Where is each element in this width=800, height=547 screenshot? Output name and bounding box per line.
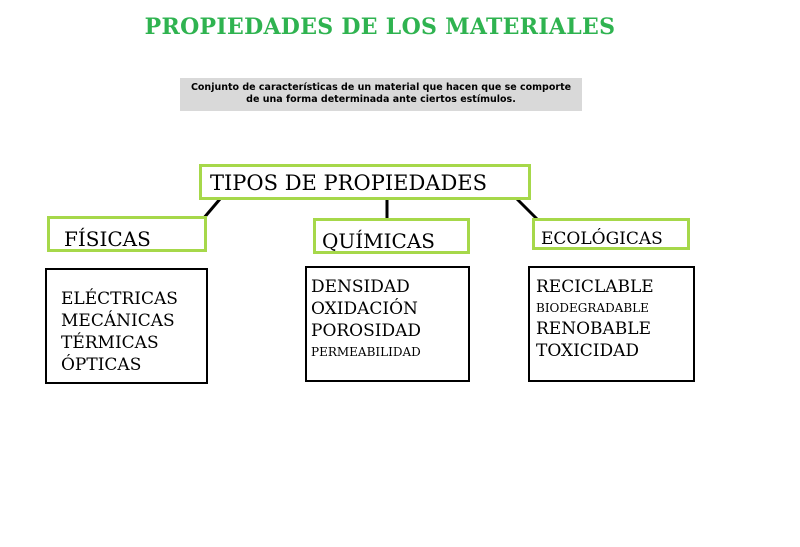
list-item: ÓPTICAS xyxy=(61,355,142,375)
list-item: MECÁNICAS xyxy=(61,311,175,331)
category-fisicas: FÍSICAS xyxy=(47,216,207,252)
list-item: RECICLABLE xyxy=(536,277,654,297)
list-item: DENSIDAD xyxy=(311,277,410,297)
list-item: RENOBABLE xyxy=(536,319,651,339)
definition-box xyxy=(180,78,582,111)
list-item: ELÉCTRICAS xyxy=(61,289,178,309)
list-ecologicas xyxy=(528,266,695,382)
list-item: OXIDACIÓN xyxy=(311,299,418,319)
list-item: BIODEGRADABLE xyxy=(536,301,649,315)
list-item: PERMEABILIDAD xyxy=(311,345,421,359)
page-title: PROPIEDADES DE LOS MATERIALES xyxy=(144,14,616,40)
connector-ecologicas xyxy=(517,199,538,220)
category-quimicas: QUÍMICAS xyxy=(313,218,470,254)
list-item: POROSIDAD xyxy=(311,321,422,341)
list-fisicas xyxy=(45,268,208,384)
definition-line-2: de una forma determinada ante ciertos estímulos. xyxy=(246,94,516,105)
list-quimicas xyxy=(305,266,470,382)
category-ecologicas: ECOLÓGICAS xyxy=(532,218,690,250)
list-item: TOXICIDAD xyxy=(536,341,640,361)
root-node: TIPOS DE PROPIEDADES xyxy=(199,164,531,200)
definition-line-1: Conjunto de características de un material que hacen que se comporte xyxy=(190,82,572,93)
list-item: TÉRMICAS xyxy=(61,333,159,353)
